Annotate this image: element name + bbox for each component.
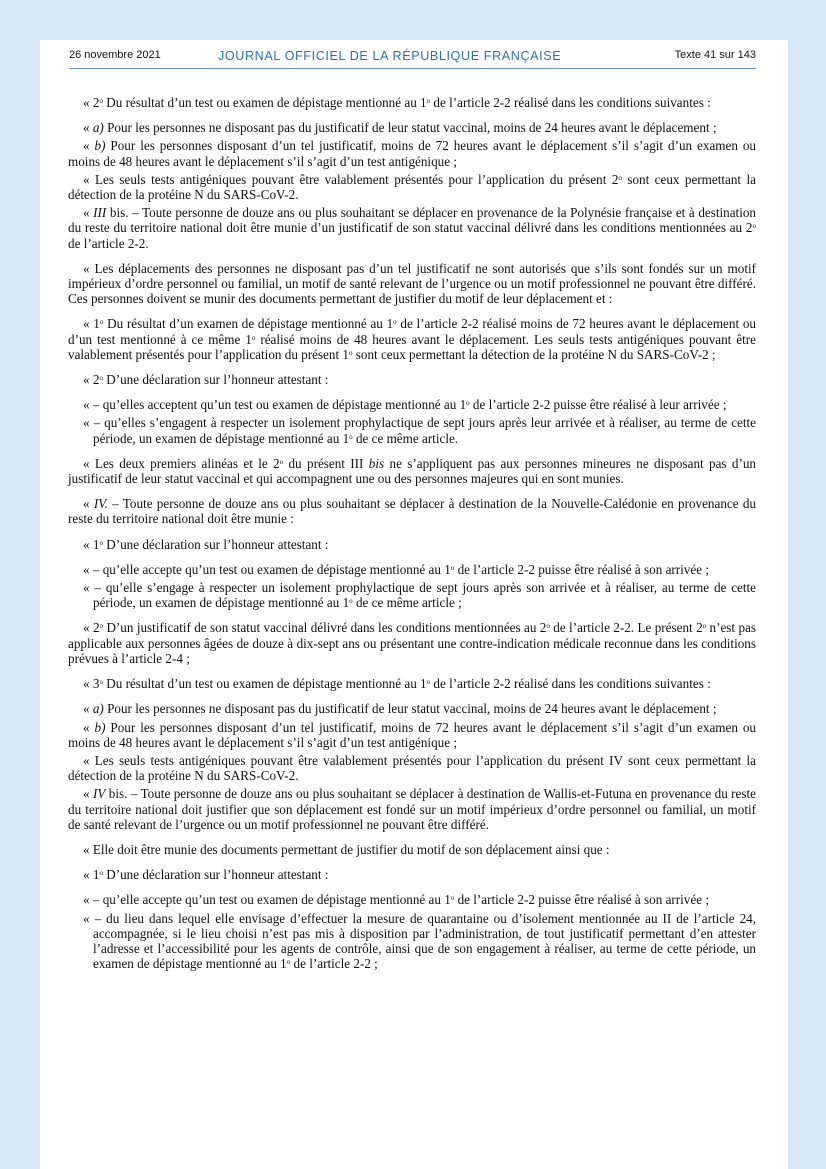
header-journal-title: JOURNAL OFFICIEL DE LA RÉPUBLIQUE FRANÇAISE — [218, 49, 562, 63]
list-item: « – qu’elle accepte qu’un test ou examen de dépistage mentionné au 1$^o$ de l’article 2-2 puisse être réalisé à son arrivée ; — [83, 892, 709, 908]
paragraph: « 2$^o$ Du résultat d’un test ou examen de dépistage mentionné au 1$^o$ de l’article 2-2 réalisé dans les conditions suivantes : — [83, 95, 711, 110]
paragraph: « Les seuls tests antigéniques pouvant être valablement présentés pour l’application du présent 2$^o$ sont ceux permettant la détection de la protéine N du SARS-CoV-2. — [68, 171, 756, 203]
paragraph: « 2$^o$ D’un justificatif de son statut vaccinal délivré dans les conditions mentionnées au 2$^o$ de l’article 2-2. Le présent 2$^o$ n’est pas applicable aux personnes âgées de douze à dix-sept ans ou présentant une contre-indication médicale reconnue dans les conditions prévues à l’article 2-4 ; — [68, 620, 756, 666]
paragraph: « Elle doit être munie des documents permettant de justifier du motif de son déplacement ainsi que : — [83, 841, 610, 857]
document-body — [68, 95, 756, 974]
header-text-reference: Texte 41 sur 143 — [674, 49, 756, 61]
paragraph: « b) Pour les personnes disposant d’un tel justificatif, moins de 72 heures avant le déplacement s’il s’agit d’un examen ou moins de 48 heures avant le déplacement s’il s’agit d’un test antigénique ; — [68, 138, 757, 169]
paragraph: « IV bis. – Toute personne de douze ans ou plus souhaitant se déplacer à destination de Wallis-et-Futuna en provenance du reste du territoire national doit justifier que son déplacement est fondé sur un motif impérieux d’ordre personnel ou familial, un motif de santé relevant de l’urgence ou un motif professionnel ne pouvant être différé. — [68, 786, 756, 832]
list-item: « – qu’elle accepte qu’un test ou examen de dépistage mentionné au 1$^o$ de l’article 2-2 puisse être réalisé à son arrivée ; — [83, 561, 709, 577]
paragraph: « 1$^o$ Du résultat d’un examen de dépistage mentionné au 1$^o$ de l’article 2-2 réalisé moins de 72 heures avant le déplacement ou d’un test mentionné à ce même 1$^o$ réalisé moins de 48 heures avant le déplacement. Les seuls tests antigéniques pouvant être valablement présentés pour l’application du présent 1$^o$ sont ceux permettant la détection de la protéine N du SARS-CoV-2 ; — [68, 316, 756, 362]
paragraph: « 1$^o$ D’une déclaration sur l’honneur attestant : — [83, 536, 329, 552]
list-item: « – qu’elles s’engagent à respecter un isolement prophylactique de sept jours après leur arrivée et à réaliser, au terme de cette période, un examen de dépistage mentionné au 1$^o$ de ce même article. — [83, 415, 756, 446]
list-item: « – qu’elles acceptent qu’un test ou examen de dépistage mentionné au 1$^o$ de l’article 2-2 puisse être réalisé à leur arrivée ; — [83, 397, 727, 413]
paragraph: « IV. – Toute personne de douze ans ou plus souhaitant se déplacer à destination de la Nouvelle-Calédonie en provenance du reste du territoire national doit être munie : — [68, 496, 756, 527]
header-divider — [69, 68, 756, 69]
paragraph: « III bis. – Toute personne de douze ans ou plus souhaitant se déplacer en provenance de la Polynésie française et à destination du reste du territoire national doit être munie d’un justificatif de son statut vaccinal délivré dans les conditions mentionnées au 2$^o$ de l’article 2-2. — [68, 205, 757, 251]
paragraph: « 3$^o$ Du résultat d’un test ou examen de dépistage mentionné au 1$^o$ de l’article 2-2 réalisé dans les conditions suivantes : — [83, 676, 711, 692]
document-page — [40, 40, 788, 1169]
paragraph: « 2$^o$ D’une déclaration sur l’honneur attestant : — [83, 372, 329, 388]
paragraph: « a) Pour les personnes ne disposant pas du justificatif de leur statut vaccinal, moins de 24 heures avant le déplacement ; — [83, 701, 717, 717]
paragraph: « Les seuls tests antigéniques pouvant être valablement présentés pour l’application du présent IV sont ceux permettant la détection de la protéine N du SARS-CoV-2. — [68, 752, 756, 784]
list-item: « – du lieu dans lequel elle envisage d’effectuer la mesure de quarantaine ou d’isolement mentionnée au II de l’article 24, accompagnée, si le lieu choisi n’est pas mis à disposition par l’administration, de tout justificatif permettant d’en attester l’adresse et l’accessibilité pour les agents de contrôle, ainsi que de son engagement à réaliser, au terme de cette période, un examen de dépistage mentionné au 1$^o$ de l’article 2-2 ; — [83, 910, 756, 972]
list-item: « – qu’elle s’engage à respecter un isolement prophylactique de sept jours après son arrivée et à réaliser, au terme de cette période, un examen de dépistage mentionné au 1$^o$ de ce même article ; — [83, 580, 756, 611]
paragraph: « b) Pour les personnes disposant d’un tel justificatif, moins de 72 heures avant le déplacement s’il s’agit d’un examen ou moins de 48 heures avant le déplacement s’il s’agit d’un test antigénique ; — [68, 719, 757, 750]
paragraph: « Les deux premiers alinéas et le 2$^o$ du présent III bis ne s’appliquent pas aux personnes mineures ne disposant pas d’un justificatif de leur statut vaccinal et qui accompagnent une ou des personnes majeures qui en sont munies. — [68, 455, 756, 487]
header-date: 26 novembre 2021 — [69, 49, 161, 61]
paragraph: « 1$^o$ D’une déclaration sur l’honneur attestant : — [83, 867, 329, 883]
paragraph: « a) Pour les personnes ne disposant pas du justificatif de leur statut vaccinal, moins de 24 heures avant le déplacement ; — [83, 120, 717, 136]
paragraph: « Les déplacements des personnes ne disposant pas d’un tel justificatif ne sont autorisés que s’ils sont fondés sur un motif impérieux d’ordre personnel ou familial, un motif de santé relevant de l’urgence ou un motif professionnel ne pouvant être différé. Ces personnes doivent se munir des documents permettant de justifier du motif de leur déplacement et : — [68, 260, 756, 307]
